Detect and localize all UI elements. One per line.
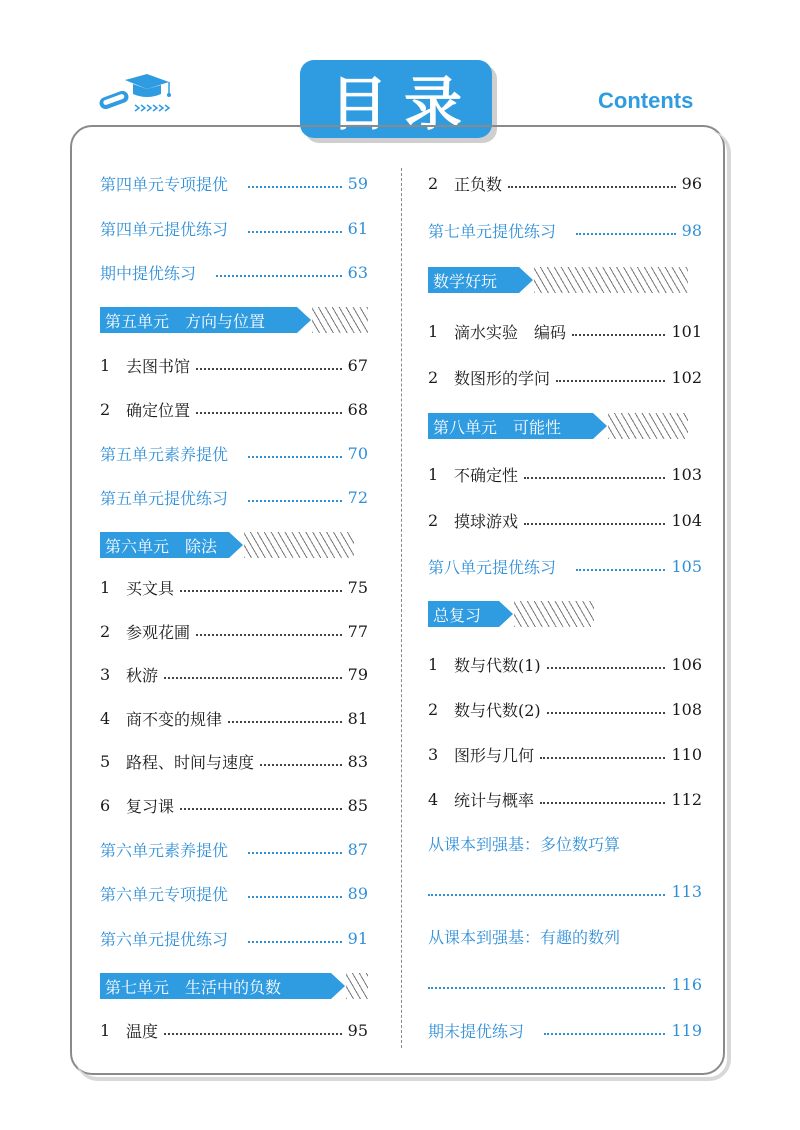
toc-entry-page: 83 bbox=[347, 751, 368, 771]
toc-entry-label: 第四单元提优练习 bbox=[100, 219, 229, 239]
toc-entry-page: 77 bbox=[347, 621, 368, 641]
toc-entry-page: 75 bbox=[347, 577, 368, 597]
section-title: 总复习 bbox=[428, 601, 499, 627]
section-header bbox=[100, 532, 368, 558]
toc-entry-number: 2 bbox=[100, 621, 111, 641]
toc-entry[interactable] bbox=[100, 1017, 368, 1043]
toc-entry-page: 63 bbox=[347, 262, 368, 282]
toc-entry-label: 第七单元提优练习 bbox=[428, 221, 557, 241]
toc-entry-label: 路程、时间与速度 bbox=[126, 752, 255, 772]
toc-entry[interactable] bbox=[100, 705, 368, 731]
toc-entry-label: 第六单元提优练习 bbox=[100, 929, 229, 949]
toc-entry-label: 第六单元专项提优 bbox=[100, 884, 229, 904]
toc-entry[interactable] bbox=[428, 696, 702, 722]
toc-entry-page: 85 bbox=[347, 795, 368, 815]
toc-entry-page: 72 bbox=[347, 487, 368, 507]
toc-entry-label: 复习课 bbox=[126, 796, 175, 816]
toc-entry-number: 3 bbox=[100, 664, 111, 684]
toc-entry-number: 1 bbox=[100, 577, 111, 597]
section-title: 第五单元 方向与位置 bbox=[100, 307, 297, 333]
toc-entry-number: 1 bbox=[428, 464, 439, 484]
toc-entry[interactable] bbox=[100, 484, 368, 510]
toc-entry[interactable] bbox=[100, 215, 368, 241]
toc-entry-number: 5 bbox=[100, 751, 111, 771]
toc-entry[interactable] bbox=[100, 618, 368, 644]
toc-entry[interactable] bbox=[428, 741, 702, 767]
toc-entry[interactable] bbox=[428, 461, 702, 487]
section-header bbox=[100, 307, 368, 333]
toc-entry-label: 第五单元提优练习 bbox=[100, 488, 229, 508]
section-header bbox=[428, 267, 702, 293]
toc-entry[interactable] bbox=[428, 364, 702, 390]
toc-entry[interactable] bbox=[100, 836, 368, 862]
toc-entry[interactable] bbox=[100, 574, 368, 600]
toc-entry-number: 6 bbox=[100, 795, 111, 815]
toc-entry[interactable] bbox=[100, 259, 368, 285]
toc-entry-page: 116 bbox=[671, 974, 702, 994]
toc-entry-page: 68 bbox=[347, 399, 368, 419]
section-title: 数学好玩 bbox=[428, 267, 519, 293]
toc-entry-number: 2 bbox=[428, 173, 439, 193]
section-header bbox=[428, 601, 702, 627]
toc-entry[interactable] bbox=[100, 440, 368, 466]
toc-entry[interactable] bbox=[428, 786, 702, 812]
section-title: 第七单元 生活中的负数 bbox=[100, 973, 331, 999]
page-title: 目录 bbox=[329, 70, 478, 138]
toc-entry-page: 91 bbox=[347, 928, 368, 948]
toc-entry-label: 买文具 bbox=[126, 578, 175, 598]
toc-entry-number: 1 bbox=[100, 355, 111, 375]
toc-entry-page: 119 bbox=[671, 1020, 702, 1040]
toc-entry-page: 61 bbox=[347, 218, 368, 238]
toc-entry[interactable] bbox=[100, 352, 368, 378]
column-divider bbox=[401, 168, 402, 1048]
contents-label: Contents bbox=[598, 88, 694, 113]
toc-entry-label: 参观花圃 bbox=[126, 622, 191, 642]
toc-entry-page: 67 bbox=[347, 355, 368, 375]
toc-entry-label: 摸球游戏 bbox=[454, 511, 519, 531]
toc-entry-page: 101 bbox=[671, 321, 702, 341]
toc-entry[interactable] bbox=[428, 318, 702, 344]
toc-entry-page: 102 bbox=[671, 367, 702, 387]
toc-entry-page: 81 bbox=[347, 708, 368, 728]
toc-entry-number: 2 bbox=[428, 699, 439, 719]
toc-entry-label: 确定位置 bbox=[126, 400, 191, 420]
toc-entry[interactable] bbox=[428, 1017, 702, 1043]
toc-entry[interactable] bbox=[428, 507, 702, 533]
toc-entry-page: 110 bbox=[671, 744, 702, 764]
toc-entry-label: 不确定性 bbox=[454, 465, 519, 485]
toc-entry-page: 98 bbox=[681, 220, 702, 240]
toc-entry-label: 温度 bbox=[126, 1021, 159, 1041]
toc-entry-label: 数与代数(2) bbox=[454, 700, 541, 720]
toc-entry-page: 59 bbox=[347, 173, 368, 193]
toc-entry-label: 第八单元提优练习 bbox=[428, 557, 557, 577]
toc-entry[interactable] bbox=[100, 748, 368, 774]
toc-entry[interactable] bbox=[100, 792, 368, 818]
toc-entry-number: 4 bbox=[100, 708, 111, 728]
toc-entry-page: 104 bbox=[671, 510, 702, 530]
toc-entry[interactable] bbox=[100, 396, 368, 422]
toc-entry-number: 1 bbox=[428, 321, 439, 341]
toc-entry-page: 79 bbox=[347, 664, 368, 684]
toc-entry-label: 图形与几何 bbox=[454, 745, 535, 765]
toc-entry-page: 113 bbox=[671, 881, 702, 901]
toc-entry-page: 112 bbox=[671, 789, 702, 809]
toc-entry-page: 87 bbox=[347, 839, 368, 859]
section-title: 第八单元 可能性 bbox=[428, 413, 593, 439]
toc-entry-label: 数图形的学问 bbox=[454, 368, 551, 388]
toc-entry[interactable] bbox=[428, 217, 702, 243]
section-header bbox=[428, 413, 702, 439]
toc-entry[interactable] bbox=[100, 661, 368, 687]
toc-entry-number: 1 bbox=[428, 654, 439, 674]
toc-entry-page: 89 bbox=[347, 883, 368, 903]
toc-entry-label: 统计与概率 bbox=[454, 790, 535, 810]
toc-entry-page: 108 bbox=[671, 699, 702, 719]
toc-entry[interactable] bbox=[100, 170, 368, 196]
toc-entry-number: 2 bbox=[100, 399, 111, 419]
toc-entry-page: 96 bbox=[681, 173, 702, 193]
toc-entry-page: 95 bbox=[347, 1020, 368, 1040]
toc-entry-label: 去图书馆 bbox=[126, 356, 191, 376]
section-title: 第六单元 除法 bbox=[100, 532, 229, 558]
toc-entry-page: 106 bbox=[671, 654, 702, 674]
toc-entry-label: 数与代数(1) bbox=[454, 655, 541, 675]
toc-entry-label: 秋游 bbox=[126, 665, 159, 685]
toc-entry-number: 2 bbox=[428, 367, 439, 387]
toc-entry-number: 2 bbox=[428, 510, 439, 530]
toc-entry-label: 从课本到强基：多位数巧算 bbox=[428, 835, 621, 854]
toc-entry-label: 第四单元专项提优 bbox=[100, 174, 229, 194]
toc-entry[interactable] bbox=[100, 925, 368, 951]
toc-entry-wrapped[interactable] bbox=[428, 832, 702, 901]
toc-entry-wrapped[interactable] bbox=[428, 925, 702, 994]
toc-entry-label: 滴水实验 编码 bbox=[454, 322, 567, 342]
graduation-cap-logo-icon bbox=[95, 72, 175, 122]
toc-entry-page: 105 bbox=[671, 556, 702, 576]
toc-entry-label: 期末提优练习 bbox=[428, 1021, 525, 1041]
toc-entry-page: 70 bbox=[347, 443, 368, 463]
toc-entry[interactable] bbox=[428, 651, 702, 677]
toc-entry-number: 3 bbox=[428, 744, 439, 764]
toc-entry-label: 第五单元素养提优 bbox=[100, 444, 229, 464]
toc-entry-label: 从课本到强基：有趣的数列 bbox=[428, 928, 621, 947]
toc-entry-number: 4 bbox=[428, 789, 439, 809]
toc-entry[interactable] bbox=[100, 880, 368, 906]
toc-entry-label: 正负数 bbox=[454, 174, 503, 194]
toc-entry-label: 商不变的规律 bbox=[126, 709, 223, 729]
toc-entry[interactable] bbox=[428, 553, 702, 579]
section-header bbox=[100, 973, 368, 999]
toc-entry-label: 期中提优练习 bbox=[100, 263, 197, 283]
toc-entry[interactable] bbox=[428, 170, 702, 196]
toc-entry-number: 1 bbox=[100, 1020, 111, 1040]
toc-entry-page: 103 bbox=[671, 464, 702, 484]
toc-entry-label: 第六单元素养提优 bbox=[100, 840, 229, 860]
